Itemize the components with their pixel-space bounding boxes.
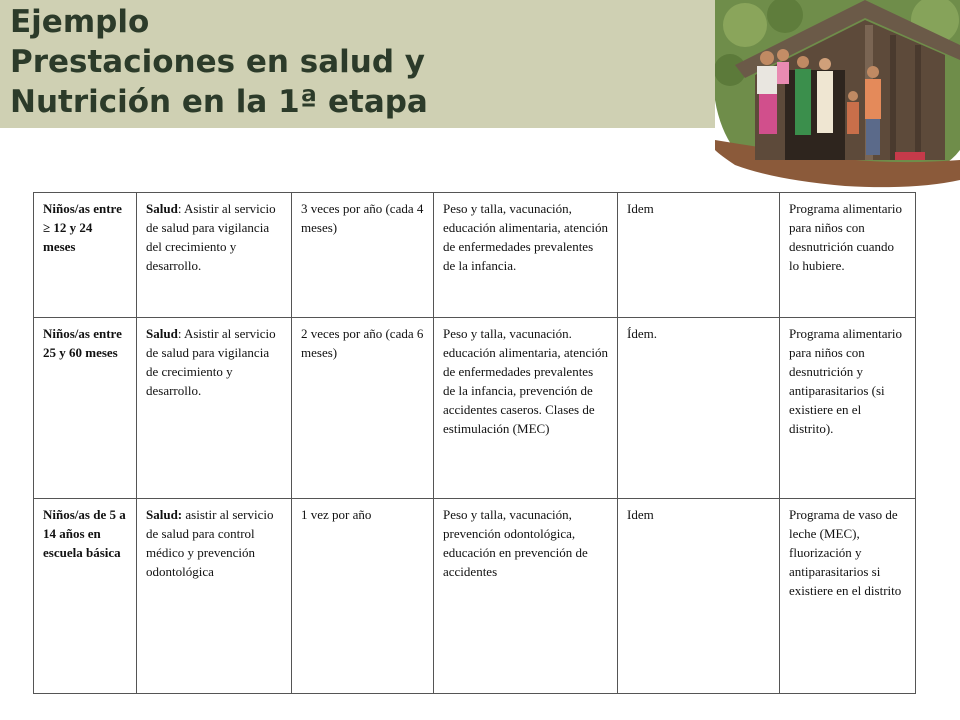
service-label: Salud: [146, 507, 183, 522]
table-row [34, 318, 916, 499]
service-label: Salud [146, 201, 178, 216]
service-label: Salud [146, 326, 178, 341]
age-group-cell: Niños/as entre ≥ 12 y 24 meses [34, 193, 137, 318]
title-line-1: Ejemplo [10, 4, 150, 40]
frequency-cell: 3 veces por año (cada 4 meses) [292, 193, 434, 318]
idem-cell: Idem [618, 499, 780, 694]
program-cell: Programa alimentario para niños con desnutrición y antiparasitarios (si existiere en el distrito). [780, 318, 916, 499]
health-services-table [33, 192, 916, 694]
content-cell: Peso y talla, vacunación, prevención odontológica, educación en prevención de accidentes [434, 499, 618, 694]
idem-cell: Idem [618, 193, 780, 318]
service-cell [137, 318, 292, 499]
title-line-2: Prestaciones en salud y [10, 44, 426, 80]
frequency-cell: 2 veces por año (cada 6 meses) [292, 318, 434, 499]
service-text: : Asistir al servicio de salud para vigilancia del crecimiento y desarrollo. [146, 201, 276, 273]
service-cell [137, 193, 292, 318]
content-cell: Peso y talla, vacunación, educación alimentaria, atención de enfermedades prevalentes de la infancia. [434, 193, 618, 318]
frequency-cell: 1 vez por año [292, 499, 434, 694]
table-row [34, 499, 916, 694]
program-cell: Programa alimentario para niños con desnutrición cuando lo hubiere. [780, 193, 916, 318]
content-cell: Peso y talla, vacunación. educación alimentaria, atención de enfermedades prevalentes de la infancia, prevención de accidentes caseros. Clases de estimulación (MEC) [434, 318, 618, 499]
idem-cell: Ídem. [618, 318, 780, 499]
title-line-3: Nutrición en la 1ª etapa [10, 84, 428, 120]
family-house-photo [715, 0, 960, 190]
table-row [34, 193, 916, 318]
age-group-cell: Niños/as de 5 a 14 años en escuela básica [34, 499, 137, 694]
program-cell: Programa de vaso de leche (MEC), fluorización y antiparasitarios si existiere en el distrito [780, 499, 916, 694]
service-text: asistir al servicio de salud para control médico y prevención odontológica [146, 507, 274, 579]
service-cell [137, 499, 292, 694]
age-group-cell: Niños/as entre 25 y 60 meses [34, 318, 137, 499]
title-band [0, 0, 722, 128]
page-title [10, 2, 428, 122]
service-text: : Asistir al servicio de salud para vigilancia de crecimiento y desarrollo. [146, 326, 276, 398]
